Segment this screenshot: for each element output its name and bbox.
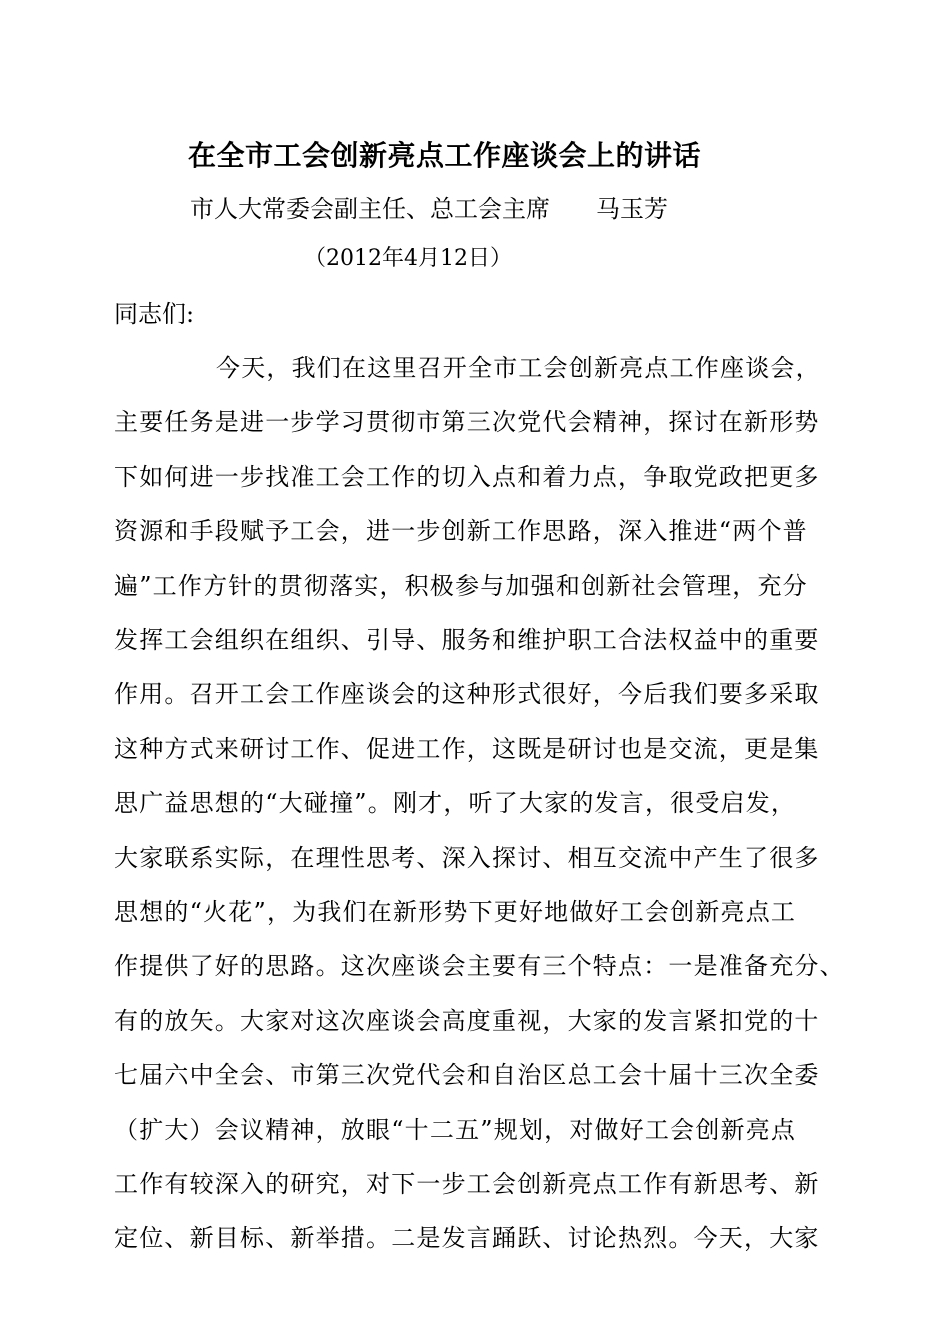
body-line: 主要任务是进一步学习贯彻市第三次党代会精神，探讨在新形势 — [114, 408, 820, 437]
body-line: 大家联系实际，在理性思考、深入探讨、相互交流中产生了很多 — [114, 843, 820, 872]
speech-date: （2012年4月12日） — [304, 246, 512, 271]
body-line: （扩大）会议精神，放眼“十二五”规划，对做好工会创新亮点 — [114, 1115, 797, 1144]
body-line: 工作有较深入的研究，对下一步工会创新亮点工作有新思考、新 — [114, 1170, 820, 1198]
body-line: 作用。召开工会工作座谈会的这种形式很好，今后我们要多采取 — [114, 680, 820, 709]
byline — [190, 191, 668, 227]
body-line: 思广益思想的“大碰撞”。刚才，听了大家的发言，很受启发， — [114, 789, 797, 818]
greeting: 同志们: — [114, 300, 195, 328]
body-line: 七届六中全会、市第三次党代会和自治区总工会十届十三次全委 — [114, 1061, 820, 1090]
body-line: 这种方式来研讨工作、促进工作，这既是研讨也是交流，更是集 — [114, 734, 820, 763]
body-line: 定位、新目标、新举措。二是发言踊跃、讨论热烈。今天，大家 — [114, 1224, 820, 1253]
byline-name: 马玉芳 — [596, 195, 668, 223]
body-line: 下如何进一步找准工会工作的切入点和着力点，争取党政把更多 — [114, 462, 820, 491]
body-line: 遍”工作方针的贯彻落实，积极参与加强和创新社会管理，充分 — [114, 571, 808, 600]
body-line: 有的放矢。大家对这次座谈会高度重视，大家的发言紧扣党的十 — [114, 1006, 820, 1035]
body-line: 思想的“火花”，为我们在新形势下更好地做好工会创新亮点工 — [114, 898, 797, 926]
body-line: 今天，我们在这里召开全市工会创新亮点工作座谈会， — [216, 354, 821, 382]
body-line: 发挥工会组织在组织、引导、服务和维护职工合法权益中的重要 — [114, 626, 820, 654]
document-title: 在全市工会创新亮点工作座谈会上的讲话 — [188, 139, 702, 172]
body-line: 资源和手段赋予工会，进一步创新工作思路，深入推进“两个普 — [114, 517, 808, 546]
byline-role: 市人大常委会副主任、总工会主席 — [190, 195, 550, 223]
body-line: 作提供了好的思路。这次座谈会主要有三个特点：一是准备充分、 — [114, 952, 845, 981]
